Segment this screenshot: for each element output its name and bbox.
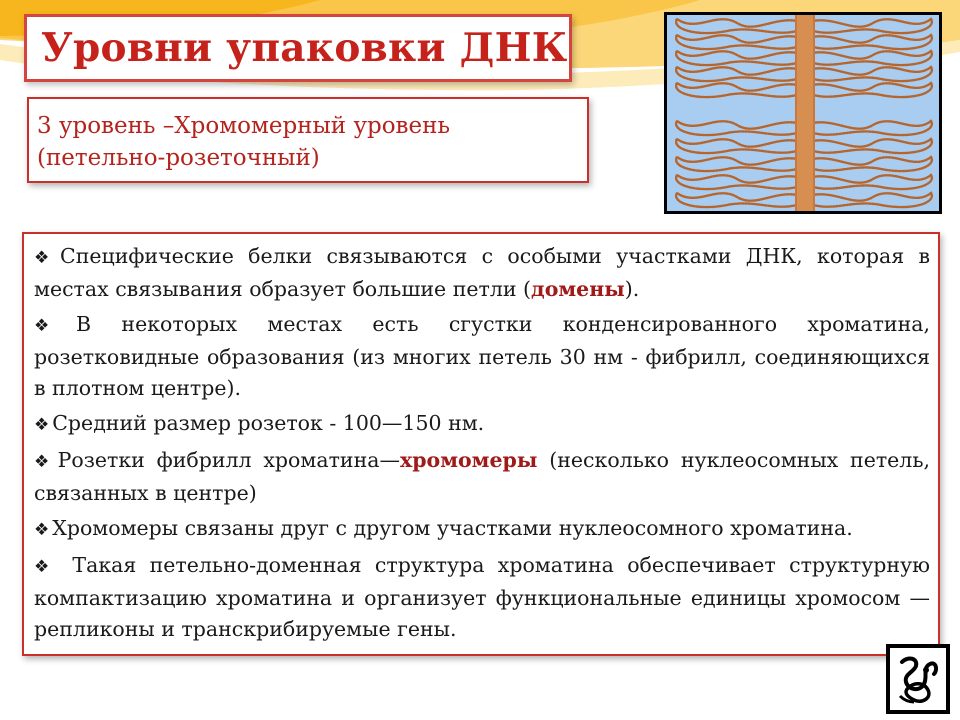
diamond-bullet-icon: ❖ (34, 248, 58, 268)
bullet-item (34, 309, 930, 404)
bullet-text: Такая петельно-доменная структура хроматина обеспечивает структурную компактизацию хроматина и организует функциональные единицы хромосом — репликоны и транскрибируемые гены. (34, 553, 930, 641)
bullet-list (34, 241, 930, 649)
bullet-text: Средний размер розеток - 100—150 нм. (52, 411, 485, 435)
bullet-item (34, 550, 930, 645)
slide-title: Уровни упаковки ДНК (41, 25, 568, 71)
title-box (24, 14, 572, 82)
highlight-term: домены (531, 277, 625, 301)
bullet-item (34, 445, 930, 509)
logo-box (886, 644, 950, 714)
diamond-bullet-icon: ❖ (34, 316, 74, 336)
highlight-term: хромомеры (399, 448, 538, 472)
diamond-bullet-icon: ❖ (34, 557, 57, 577)
diamond-bullet-icon: ❖ (34, 415, 50, 435)
bullet-item (34, 513, 930, 546)
decorative-logo-icon (894, 652, 942, 706)
diamond-bullet-icon: ❖ (34, 452, 55, 472)
bullet-text: В некоторых местах есть сгустки конденсированного хроматина, розетковидные образования (из многих петель 30 нм - фибрилл, соединяющихся в плотном центре). (34, 312, 930, 400)
content-box (22, 232, 940, 656)
bullet-text: Специфические белки связываются с особыми участками ДНК, которая в местах связывания образует большие петли ( (34, 244, 930, 301)
subtitle-box (27, 97, 589, 183)
bullet-text: (несколько нуклеосомных петель, связанных в центре) (34, 448, 930, 505)
diamond-bullet-icon: ❖ (34, 520, 50, 540)
bullet-text: ). (624, 277, 640, 301)
slide-subtitle: 3 уровень –Хромомерный уровень (петельно-розеточный) (37, 113, 450, 171)
bullet-item (34, 408, 930, 441)
bullet-text: Хромомеры связаны друг с другом участками нуклеосомного хроматина. (52, 516, 853, 540)
bullet-item (34, 241, 930, 305)
bullet-text: Розетки фибрилл хроматина— (57, 448, 400, 472)
chromatin-loops-image (664, 12, 942, 214)
